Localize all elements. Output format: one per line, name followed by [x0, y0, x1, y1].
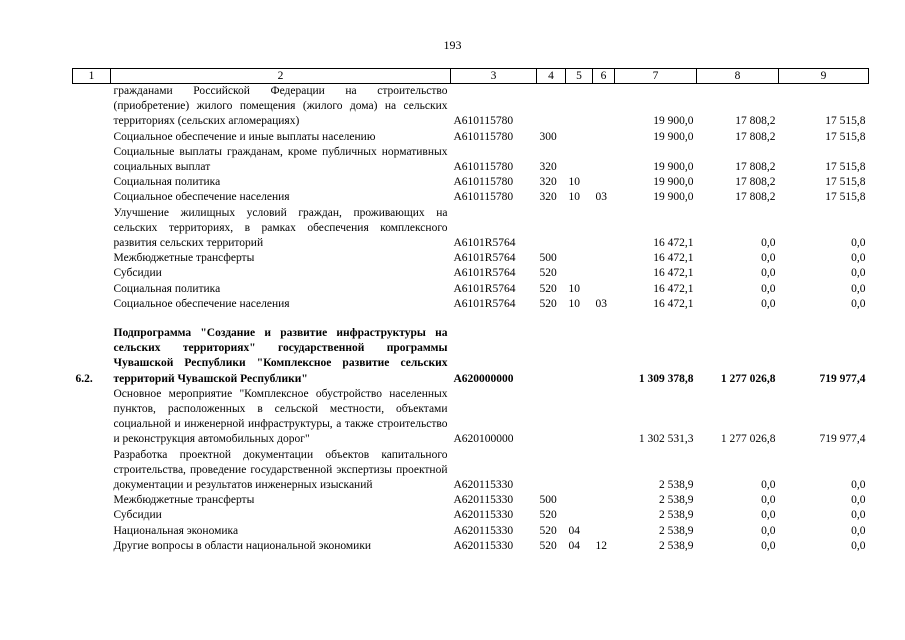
table-row — [73, 539, 869, 554]
row-col-4 — [537, 84, 566, 130]
row-col-5: 04 — [568, 524, 580, 537]
row-col-4: 520 — [539, 539, 557, 552]
row-col-7: 1 302 531,3 — [638, 433, 694, 446]
row-index: 6.2. — [75, 372, 93, 385]
column-header: 8 — [697, 69, 779, 84]
row-code: А6101R5764 — [453, 237, 516, 250]
row-col-5 — [566, 493, 593, 508]
column-header: 6 — [593, 69, 615, 84]
table-row — [73, 130, 869, 145]
row-col-7: 16 472,1 — [653, 297, 694, 310]
row-col-8: 0,0 — [761, 297, 776, 310]
row-col-9: 0,0 — [851, 297, 866, 310]
row-code: А610115780 — [453, 130, 514, 143]
table-row — [73, 448, 869, 494]
row-col-9: 0,0 — [851, 524, 866, 537]
row-col-5 — [566, 387, 593, 448]
row-name: Разработка проектной документации объектов капитального строительства, проведение государственной экспертизы проектной документации и результатов инженерных изысканий — [113, 448, 448, 492]
row-col-4: 500 — [539, 252, 557, 265]
row-name: Улучшение жилищных условий граждан, проживающих на сельских территориях, в рамках обеспечения комплексного развития сельских территорий — [113, 206, 448, 250]
row-col-9: 0,0 — [851, 267, 866, 280]
row-col-8: 0,0 — [761, 524, 776, 537]
row-code: А620115330 — [453, 494, 514, 507]
row-col-5 — [566, 130, 593, 145]
row-name: Субсидии — [113, 267, 162, 280]
row-col-9: 17 515,8 — [825, 176, 866, 189]
row-col-7: 19 900,0 — [653, 130, 694, 143]
row-col-6 — [593, 84, 615, 130]
column-header: 9 — [779, 69, 869, 84]
row-index — [73, 145, 111, 175]
row-col-6 — [593, 387, 615, 448]
row-code: А620115330 — [453, 509, 514, 522]
column-header: 5 — [566, 69, 593, 84]
table-row — [73, 251, 869, 266]
table-row — [73, 190, 869, 205]
row-index — [73, 206, 111, 252]
table-row — [73, 493, 869, 508]
row-col-5: 04 — [568, 539, 580, 552]
row-index — [73, 539, 111, 554]
row-name: Другие вопросы в области национальной экономики — [113, 539, 372, 552]
row-col-4 — [537, 387, 566, 448]
row-code: А620100000 — [453, 433, 514, 446]
row-code: А6101R5764 — [453, 252, 516, 265]
row-col-7: 2 538,9 — [659, 509, 694, 522]
row-col-4: 520 — [539, 524, 557, 537]
row-col-7: 1 309 378,8 — [638, 372, 694, 385]
row-col-6 — [593, 524, 615, 539]
row-name: гражданами Российской Федерации на строительство (приобретение) жилого помещения (жилого дома) на сельских территориях (сельских агломерациях) — [113, 85, 448, 128]
row-index — [73, 84, 111, 130]
row-code: А610115780 — [453, 176, 514, 189]
row-col-9: 17 515,8 — [825, 130, 866, 143]
spacer-cell — [73, 312, 869, 326]
row-index — [73, 251, 111, 266]
table-row — [73, 387, 869, 448]
row-col-8: 0,0 — [761, 509, 776, 522]
row-index — [73, 524, 111, 539]
row-col-7: 19 900,0 — [653, 176, 694, 189]
row-col-7: 16 472,1 — [653, 267, 694, 280]
row-col-9: 0,0 — [851, 494, 866, 507]
row-col-8: 0,0 — [761, 479, 776, 492]
row-col-5: 10 — [568, 176, 580, 189]
row-col-7: 19 900,0 — [653, 161, 694, 174]
row-index — [73, 266, 111, 281]
row-col-6 — [593, 206, 615, 252]
row-col-9: 17 515,8 — [825, 161, 866, 174]
row-col-9: 0,0 — [851, 282, 866, 295]
row-col-9: 719 977,4 — [819, 372, 866, 385]
row-index — [73, 175, 111, 190]
row-col-9: 17 515,8 — [825, 191, 866, 204]
row-col-8: 17 808,2 — [735, 191, 776, 204]
row-code: А620115330 — [453, 524, 514, 537]
row-col-8: 17 808,2 — [735, 115, 776, 128]
row-col-5 — [566, 145, 593, 175]
row-col-7: 2 538,9 — [659, 524, 694, 537]
row-col-8: 0,0 — [761, 252, 776, 265]
row-name: Национальная экономика — [113, 524, 239, 537]
row-col-6 — [593, 326, 615, 387]
row-col-9: 719 977,4 — [819, 433, 866, 446]
row-col-9: 0,0 — [851, 509, 866, 522]
row-code: А610115780 — [453, 191, 514, 204]
row-index — [73, 387, 111, 448]
row-col-8: 0,0 — [761, 237, 776, 250]
row-col-8: 17 808,2 — [735, 130, 776, 143]
row-col-7: 2 538,9 — [659, 494, 694, 507]
table-row — [73, 508, 869, 523]
row-code: А610115780 — [453, 115, 514, 128]
row-name: Основное мероприятие "Комплексное обустройство населенных пунктов, расположенных в сельской местности, объектами социальной и инженерной инфраструктуры, а также строительство и реконструкция автомобильных дорог" — [113, 387, 448, 446]
row-col-8: 17 808,2 — [735, 161, 776, 174]
row-index — [73, 297, 111, 312]
row-col-4 — [537, 448, 566, 494]
row-name: Социальные выплаты гражданам, кроме публичных нормативных социальных выплат — [113, 145, 448, 174]
row-name: Социальное обеспечение населения — [113, 297, 290, 310]
row-name: Межбюджетные трансферты — [113, 252, 255, 265]
row-col-4: 520 — [539, 509, 557, 522]
row-col-4: 520 — [539, 297, 557, 310]
row-col-6 — [593, 266, 615, 281]
row-col-5 — [566, 448, 593, 494]
row-col-6 — [593, 448, 615, 494]
row-col-8: 17 808,2 — [735, 176, 776, 189]
row-index — [73, 448, 111, 494]
column-header: 1 — [73, 69, 111, 84]
row-col-7: 2 538,9 — [659, 539, 694, 552]
row-col-8: 0,0 — [761, 282, 776, 295]
column-header: 7 — [615, 69, 697, 84]
page-number: 193 — [443, 38, 462, 52]
row-code: А6101R5764 — [453, 267, 516, 280]
column-header: 4 — [537, 69, 566, 84]
table-row — [73, 145, 869, 175]
row-col-8: 0,0 — [761, 267, 776, 280]
row-name: Подпрограмма "Создание и развитие инфраструктуры на сельских территориях" государственной программы Чувашской Республики "Комплексное развитие сельских территорий Чувашской Республики" — [113, 327, 448, 385]
column-header: 3 — [451, 69, 537, 84]
row-name: Субсидии — [113, 509, 162, 522]
row-code: А620115330 — [453, 539, 514, 552]
row-name: Социальное обеспечение населения — [113, 191, 290, 204]
row-col-5 — [566, 84, 593, 130]
row-col-5 — [566, 251, 593, 266]
row-col-7: 19 900,0 — [653, 191, 694, 204]
row-code: А620115330 — [453, 479, 514, 492]
row-col-7: 19 900,0 — [653, 115, 694, 128]
row-col-6 — [593, 130, 615, 145]
row-col-6 — [593, 251, 615, 266]
row-col-5: 10 — [568, 282, 580, 295]
row-col-5 — [566, 206, 593, 252]
table-row — [73, 206, 869, 252]
row-col-8: 1 277 026,8 — [720, 372, 776, 385]
row-index — [73, 190, 111, 205]
column-header: 2 — [111, 69, 451, 84]
row-code: А620000000 — [453, 372, 514, 385]
row-col-4: 520 — [539, 267, 557, 280]
row-code: А6101R5764 — [453, 297, 516, 310]
table-row — [73, 84, 869, 130]
row-col-8: 0,0 — [761, 539, 776, 552]
row-col-7: 16 472,1 — [653, 237, 694, 250]
row-index — [73, 130, 111, 145]
row-index — [73, 282, 111, 297]
table-row — [73, 326, 869, 387]
row-col-6 — [593, 175, 615, 190]
row-col-8: 0,0 — [761, 494, 776, 507]
row-code: А610115780 — [453, 161, 514, 174]
table-row — [73, 266, 869, 281]
row-name: Социальная политика — [113, 176, 221, 189]
row-col-6 — [593, 282, 615, 297]
table-row — [73, 282, 869, 297]
row-col-6: 12 — [595, 539, 607, 552]
row-col-6: 03 — [595, 191, 607, 204]
row-col-5 — [566, 326, 593, 387]
row-col-9: 0,0 — [851, 479, 866, 492]
row-col-4: 520 — [539, 282, 557, 295]
row-col-8: 1 277 026,8 — [720, 433, 776, 446]
row-index — [73, 508, 111, 523]
row-col-5: 10 — [568, 297, 580, 310]
table-spacer-row — [73, 312, 869, 326]
row-col-5: 10 — [568, 191, 580, 204]
row-col-6 — [593, 145, 615, 175]
budget-table — [72, 68, 869, 554]
row-col-7: 16 472,1 — [653, 282, 694, 295]
row-name: Социальное обеспечение и иные выплаты населению — [113, 130, 376, 143]
table-row — [73, 297, 869, 312]
row-name: Социальная политика — [113, 282, 221, 295]
row-col-9: 0,0 — [851, 252, 866, 265]
row-col-9: 0,0 — [851, 237, 866, 250]
table-header-row — [73, 69, 869, 84]
row-col-9: 17 515,8 — [825, 115, 866, 128]
table-row — [73, 175, 869, 190]
row-code: А6101R5764 — [453, 282, 516, 295]
row-col-4: 320 — [539, 176, 557, 189]
row-col-7: 2 538,9 — [659, 479, 694, 492]
row-col-7: 16 472,1 — [653, 252, 694, 265]
row-col-5 — [566, 266, 593, 281]
row-name: Межбюджетные трансферты — [113, 494, 255, 507]
table-row — [73, 524, 869, 539]
row-index — [73, 493, 111, 508]
row-col-6: 03 — [595, 297, 607, 310]
row-col-4: 300 — [539, 130, 557, 143]
row-col-6 — [593, 508, 615, 523]
row-col-4 — [537, 326, 566, 387]
row-col-4 — [537, 206, 566, 252]
row-col-4: 320 — [539, 161, 557, 174]
row-col-5 — [566, 508, 593, 523]
row-col-4: 500 — [539, 494, 557, 507]
row-col-6 — [593, 493, 615, 508]
row-col-9: 0,0 — [851, 539, 866, 552]
row-col-4: 320 — [539, 191, 557, 204]
